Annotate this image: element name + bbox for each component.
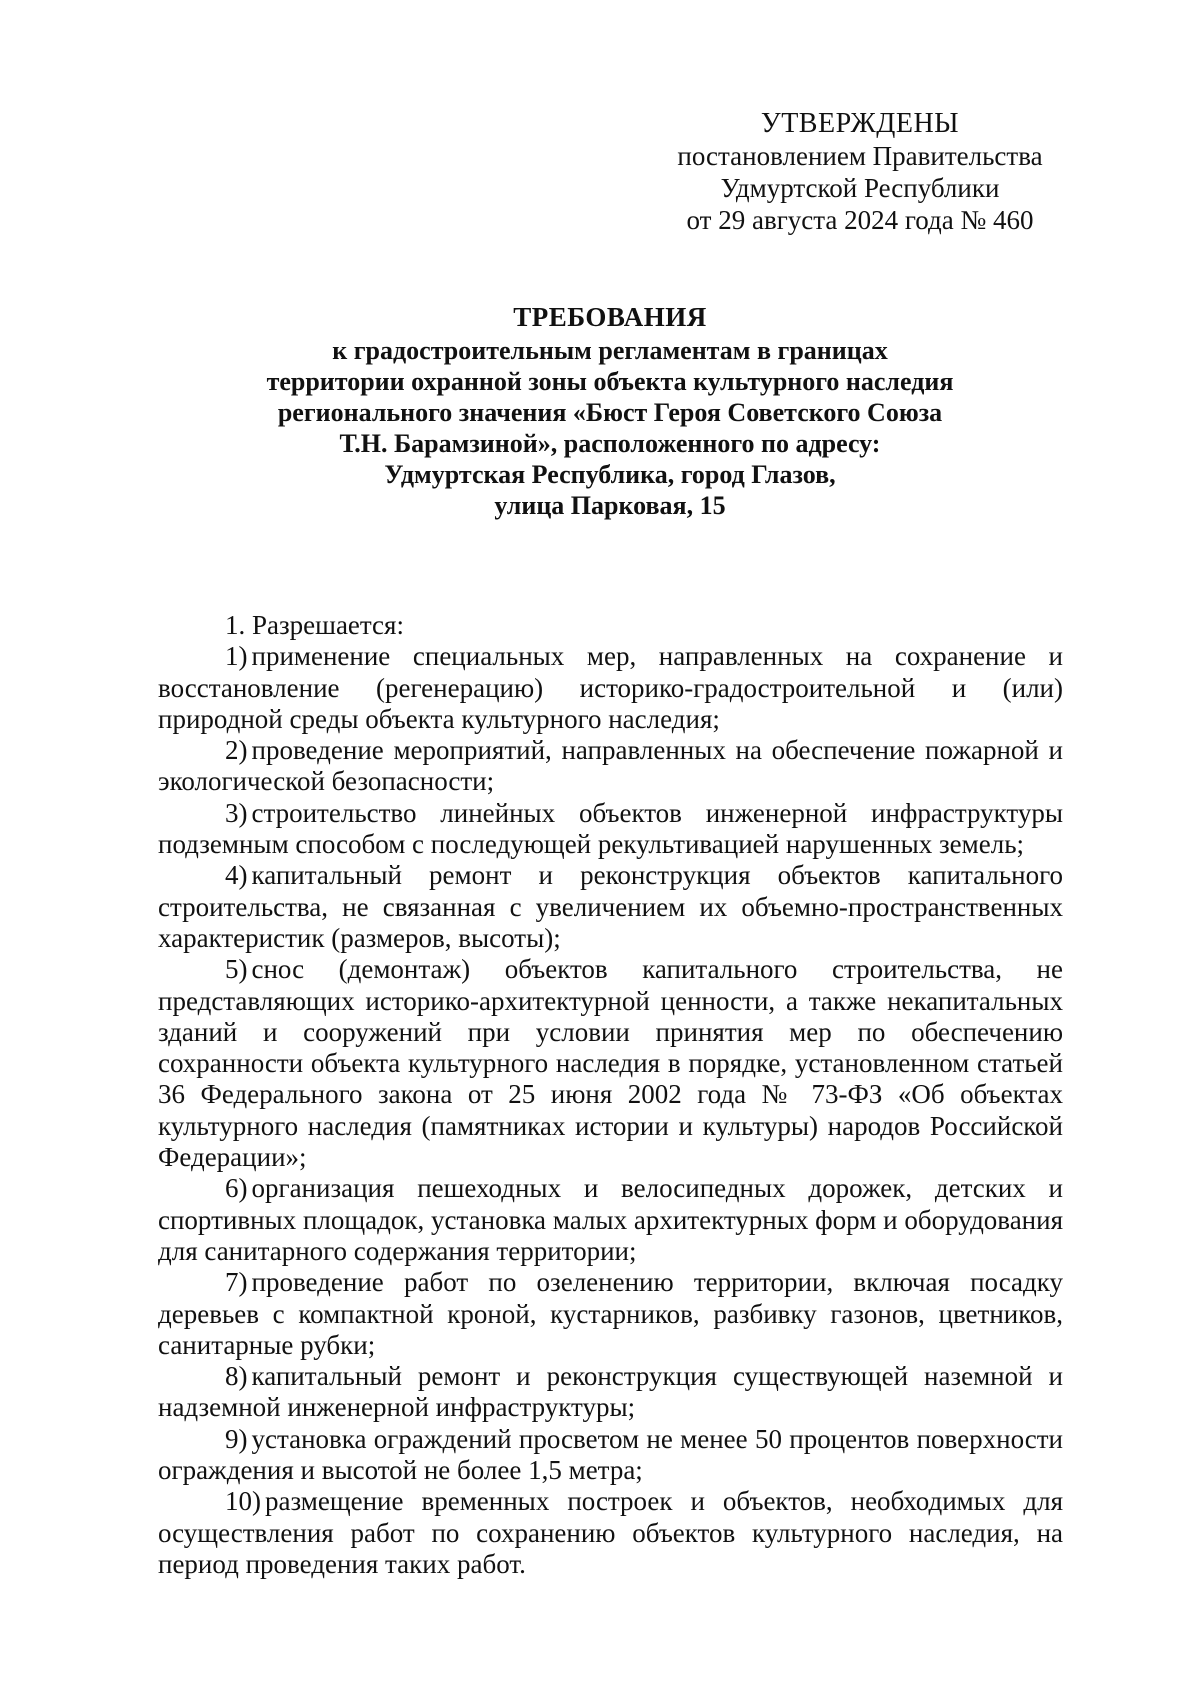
heading-line: Т.Н. Барамзиной», расположенного по адресу: — [339, 429, 881, 458]
document-body — [158, 610, 1063, 1580]
item-text: установка ограждений просветом не менее 50 процентов поверхности ограждения и высотой не более 1,5 метра; — [158, 1423, 1063, 1486]
list-item — [158, 860, 1063, 954]
item-number: 8) — [225, 1361, 248, 1392]
item-text: проведение мероприятий, направленных на обеспечение пожарной и экологической безопасности; — [158, 735, 1063, 797]
item-text: размещение временных построек и объектов, необходимых для осуществления работ по сохранению объектов культурного наследия, на период проведения таких работ. — [158, 1486, 1063, 1579]
item-text: применение специальных мер, направленных на сохранение и восстановление (регенерацию) историко-градостроительной и (или) природной среды объекта культурного наследия; — [158, 641, 1063, 734]
item-number: 4) — [225, 860, 248, 891]
list-item — [158, 1361, 1063, 1424]
item-number: 5) — [225, 954, 248, 985]
heading-line: улица Парковая, 15 — [494, 491, 726, 520]
item-text: строительство линейных объектов инженерной инфраструктуры подземным способом с последующей рекультивацией нарушенных земель; — [158, 797, 1063, 860]
document-heading — [160, 302, 1060, 521]
item-number: 1) — [225, 641, 248, 672]
item-number: 9) — [225, 1423, 248, 1454]
list-item — [158, 1486, 1063, 1580]
item-number: 2) — [225, 735, 248, 766]
item-text: капитальный ремонт и реконструкция существующей наземной и надземной инженерной инфраструктуры; — [158, 1361, 1063, 1423]
document-title: ТРЕБОВАНИЯ — [513, 302, 707, 332]
approval-title: УТВЕРЖДЕНЫ — [760, 108, 960, 139]
approval-line: постановлением Правительства — [677, 141, 1043, 171]
heading-line: территории охранной зоны объекта культурного наследия — [266, 367, 954, 396]
approval-stamp — [660, 108, 1060, 236]
heading-line: к градостроительным регламентам в границах — [332, 336, 888, 365]
item-text: снос (демонтаж) объектов капитального строительства, не представляющих историко-архитектурной ценности, а также некапитальных зданий и сооружений при условии принятия мер по обеспечению сохранности объекта культурного наследия в порядке, установленном статьей 36 Федерального закона от 25 июня 2002 года № 73-ФЗ «Об объектах культурного наследия (памятниках истории и культуры) народов Российской Федерации»; — [158, 954, 1063, 1173]
list-item — [158, 641, 1063, 735]
item-number: 3) — [225, 797, 248, 828]
list-item — [158, 1267, 1063, 1361]
item-number: 10) — [225, 1486, 261, 1517]
heading-line: Удмуртская Республика, город Глазов, — [384, 460, 836, 489]
list-item — [158, 954, 1063, 1173]
section-label: 1. Разрешается: — [225, 610, 404, 640]
list-item — [158, 735, 1063, 798]
item-text: проведение работ по озеленению территории, включая посадку деревьев с компактной кроной, кустарников, разбивку газонов, цветников, санитарные рубки; — [158, 1267, 1063, 1360]
list-item — [158, 798, 1063, 861]
list-item — [158, 1424, 1063, 1487]
item-number: 6) — [225, 1173, 248, 1204]
item-number: 7) — [225, 1267, 248, 1298]
approval-line: Удмуртской Республики — [720, 173, 1000, 203]
item-text: организация пешеходных и велосипедных дорожек, детских и спортивных площадок, установка малых архитектурных форм и оборудования для санитарного содержания территории; — [158, 1173, 1063, 1266]
heading-line: регионального значения «Бюст Героя Советского Союза — [277, 398, 943, 427]
approval-line: от 29 августа 2024 года № 460 — [686, 205, 1034, 235]
list-item — [158, 1173, 1063, 1267]
item-text: капитальный ремонт и реконструкция объектов капитального строительства, не связанная с увеличением их объемно-пространственных характеристик (размеров, высоты); — [158, 860, 1063, 953]
